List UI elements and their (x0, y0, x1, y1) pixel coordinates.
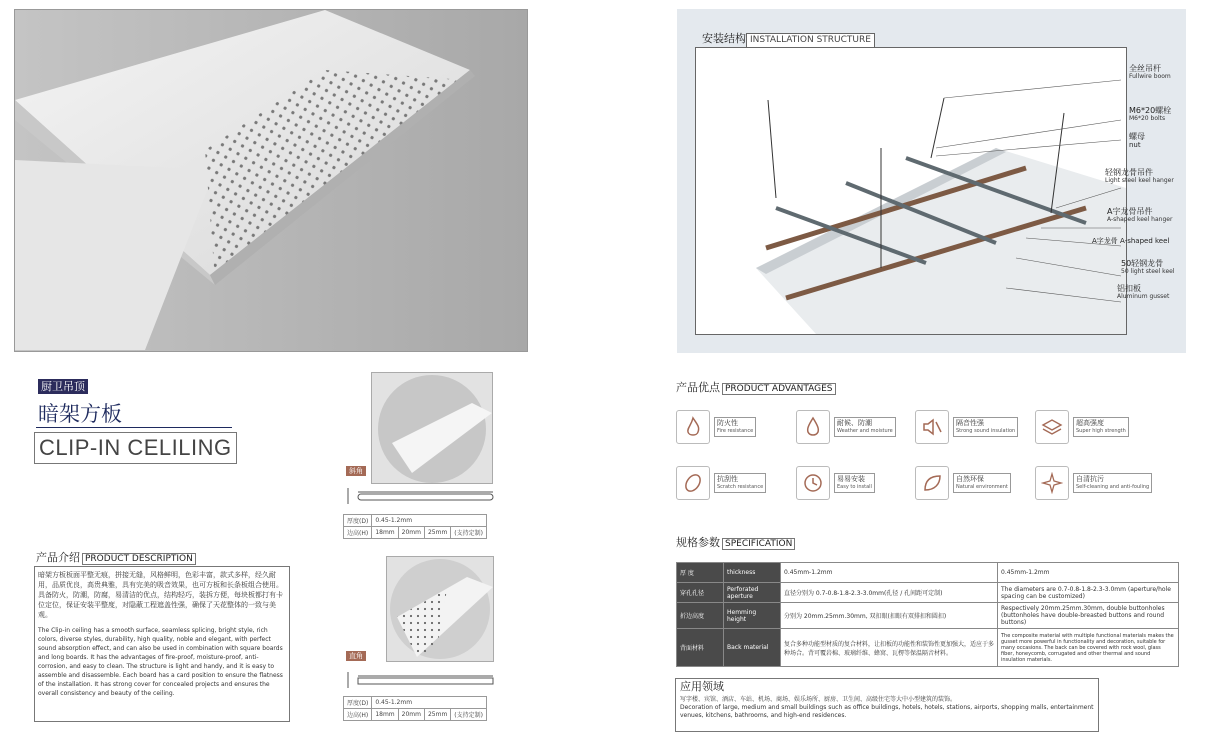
callout-a-keel: A字龙骨 A-shaped keel (1092, 237, 1170, 245)
variant-bevel-image (371, 372, 493, 484)
perforated-panel-icon (387, 557, 493, 661)
variant-right-angle-specs: 厚度(D) 0.45-1.2mm 边高(H) 18mm 20mm 25mm (支持定制) (343, 696, 487, 721)
variant-right-angle-tag: 直角 (346, 643, 366, 662)
sparkle-icon (1035, 466, 1069, 500)
callout-nut: 螺母 nut (1129, 132, 1145, 149)
callout-a-keel-hanger: A字龙骨吊件 A-shaped keel hanger (1107, 207, 1173, 223)
advantage-selfclean: 自清抗污 Self-cleaning and anti-fouling (1035, 466, 1152, 500)
advantage-fire: 防火性 Fire resistance (676, 410, 756, 444)
installation-title: 安装结构 INSTALLATION STRUCTURE (702, 27, 875, 48)
description-box (34, 566, 290, 722)
installation-diagram (695, 47, 1127, 335)
installation-structure-panel (677, 9, 1186, 353)
variant-bevel-tag: 斜角 (346, 458, 366, 477)
description-heading: 产品介绍 PRODUCT DESCRIPTION (36, 549, 196, 565)
callout-50-keel: 50轻钢龙骨 50 light steel keel (1121, 259, 1175, 275)
variant-bevel-specs: 厚度(D) 0.45-1.2mm 边高(H) 18mm 20mm 25mm (支持定制) (343, 514, 487, 539)
spec-row: 厚 度 thickness 0.45mm-1.2mm 0.45mm-1.2mm (677, 563, 1179, 583)
advantage-environment: 自然环保 Natural environment (915, 466, 1011, 500)
callout-aluminum-gusset: 铝扣板 Aluminum gusset (1117, 284, 1170, 300)
page-title: 暗架方板 (38, 402, 122, 426)
title-rule (36, 427, 232, 428)
spec-table (676, 562, 1179, 667)
spec-row: 穿孔孔径 Perforated aperture 直径分别为 0.7-0.8-1.8-2.3-3.0mm(孔径 / 孔间距可定制) The diameters are 0.7-0.8-1.8-2.3-3.0mm (aperture/hole spacing can be customized) (677, 583, 1179, 603)
ceiling-panel-illustration (15, 10, 528, 352)
feather-icon (676, 466, 710, 500)
description-en: The Clip-in ceiling has a smooth surface, seamless splicing, bright style, rich colors, diverse styles, durability, high quality, noble and elegant, with perfect sound absorption effect, and can also be used in combination with square boards and long boards. It has the advantages of fire-proof, moisture-proof, anti-corrosion, and easy to clean. The structure is light and handy, and it is easy to assemble and disassemble. Each board has a card position to ensure the flatness of the installation. It has strong cover for concealed projects and ensures the overall consistency and beauty of the ceiling. (38, 627, 283, 697)
advantage-weather: 耐候、防潮 Weather and moisture (796, 410, 896, 444)
right-angle-profile-drawing (343, 664, 503, 694)
spec-row: 背面材料 Back material 复合多种功能型材质的复合材料，让扣板的功能性和装饰性更加强大，适应于多种场合。背可覆岩棉、玻璃纤维、蜂窝、瓦楞等保温隔音材料。 The composite material with multiple functional materials makes the gusset more powerful in functionality and decoration, suitable for many occasions. The back can be covered with rock wool, glass fiber, honeycomb, corrugated and other thermal and sound insulation materials. (677, 629, 1179, 667)
application-zh: 写字楼、宾馆、酒店、车站、机场、商场、娱乐场所、厨房、卫生间、高级住宅等大中小型建筑的装饰。 (680, 696, 957, 703)
drop-icon (796, 410, 830, 444)
callout-fullwire-boom: 全丝吊杆 Fullwire boom (1129, 64, 1171, 80)
keel-structure-drawing (696, 48, 1126, 334)
application-en: Decoration of large, medium and small buildings such as office buildings, hotels, hotels, stations, airports, shopping malls, entertainment venues, kitchens, bathrooms, and high-end residences. (680, 704, 1094, 719)
callout-light-keel-hanger: 轻钢龙骨吊件 Light steel keel hanger (1105, 168, 1174, 184)
flame-icon (676, 410, 710, 444)
application-heading: 应用领域 (680, 680, 724, 693)
variant-right-angle-image (386, 556, 494, 662)
description-zh: 暗架方板板面平整无痕，拼接无缝，风格鲜明，色彩丰富，款式多样，经久耐用，品质优良，高贵典雅，具有完美的吸音效果，也可方板和长条板组合使用。具备防火，防潮，防腐，易清洁的优点，结构轻巧，装拆方便，每块板都打有卡位定位，保证安装平整度，对隐蔽工程遮盖性强，确保了天花整体的一致与美观。 (38, 571, 283, 619)
clock-icon (796, 466, 830, 500)
callout-bolts: M6*20螺栓 M6*20 bolts (1129, 106, 1172, 122)
layers-icon (1035, 410, 1069, 444)
leaf-icon (915, 466, 949, 500)
hero-photo (14, 9, 528, 352)
advantage-scratch: 抗刮性 Scratch resistance (676, 466, 766, 500)
application-box (675, 678, 1099, 732)
advantage-sound: 隔音性强 Strong sound insulation (915, 410, 1018, 444)
advantages-heading: 产品优点 PRODUCT ADVANTAGES (676, 379, 836, 395)
bevel-panel-icon (372, 373, 492, 483)
spec-row: 折边高度 Hemming height 分别为 20mm.25mm.30mm, 双扣眼(扣眼有双排扣和圆扣) Respectively 20mm.25mm.30mm, double buttonholes (buttonholes have double-breasted buttons and round buttons) (677, 603, 1179, 629)
sound-icon (915, 410, 949, 444)
english-title: CLIP-IN CELILING (34, 432, 237, 464)
bevel-profile-drawing (343, 480, 503, 510)
spec-heading: 规格参数 SPECIFICATION (676, 534, 795, 550)
category-tag: 厨卫吊顶 (38, 375, 88, 394)
advantage-strength: 超高强度 Super high strength (1035, 410, 1129, 444)
advantage-install: 易易安装 Easy to install (796, 466, 875, 500)
